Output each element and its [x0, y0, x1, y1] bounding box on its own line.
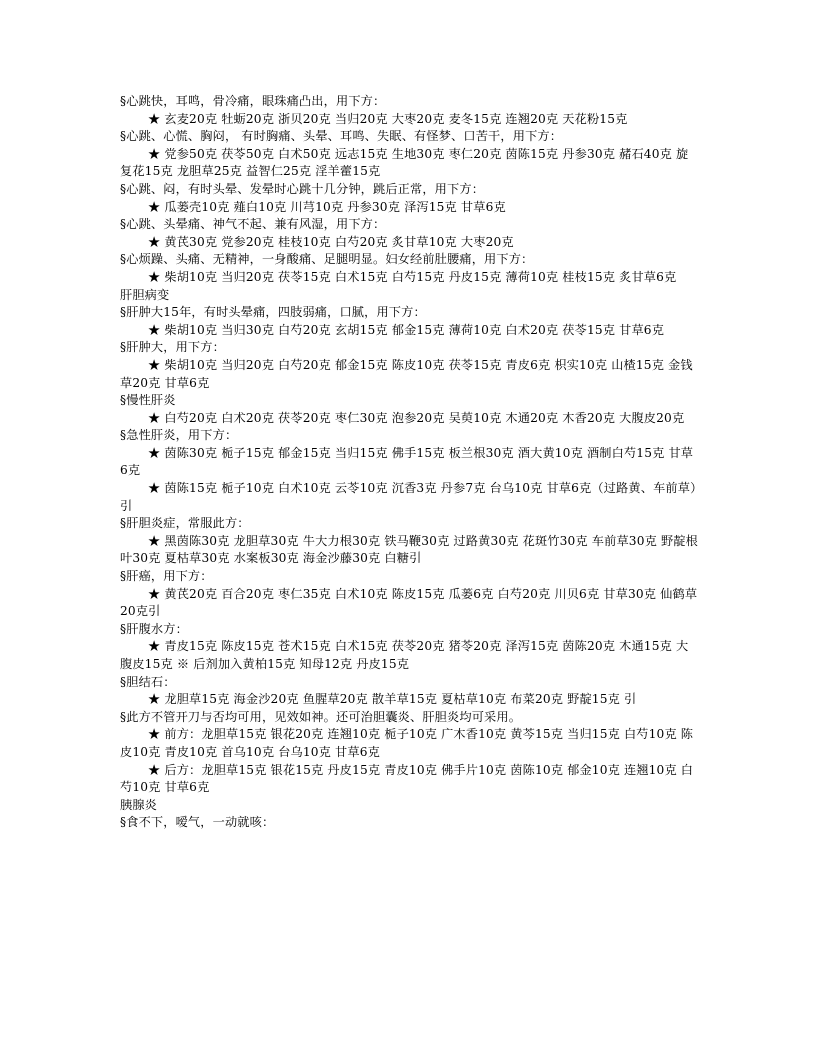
symptom-line: §肝肿大15年，有时头晕痛，四肢弱痛，口腻，用下方： — [120, 305, 426, 320]
symptom-line: §肝腹水方： — [120, 621, 188, 636]
prescription-line: ★ 柴胡10克 当归20克 茯苓15克 白术15克 白芍15克 丹皮15克 薄荷10克 桂枝15克 炙甘草6克 — [148, 269, 677, 284]
symptom-line: §胆结石： — [120, 674, 176, 689]
prescription-line: ★ 玄麦20克 牡蛎20克 浙贝20克 当归20克 大枣20克 麦冬15克 连翘20克 天花粉15克 — [148, 111, 628, 126]
section-heading: 肝胆病变 — [120, 287, 170, 302]
symptom-line: §急性肝炎，用下方： — [120, 428, 238, 443]
symptom-line: §心烦躁、头痛、无精神，一身酸痛、足腿明显。妇女经前肚腰痛，用下方： — [120, 252, 534, 267]
prescription-line: ★ 龙胆草15克 海金沙20克 鱼腥草20克 散羊草15克 夏枯草10克 布菜20克 野靛15克 引 — [148, 692, 637, 707]
prescription-line: ★ 茵陈30克 栀子15克 郁金15克 当归15克 佛手15克 板兰根30克 酒大黄10克 酒制白芍15克 甘草6克 — [120, 445, 694, 478]
symptom-line: §肝肿大，用下方： — [120, 340, 225, 355]
prescription-line: ★ 柴胡10克 当归20克 白芍20克 郁金15克 陈皮10克 茯苓15克 青皮6克 枳实10克 山楂15克 金钱草20克 甘草6克 — [120, 357, 693, 390]
prescription-line: ★ 后方：龙胆草15克 银花15克 丹皮15克 青皮10克 佛手片10克 茵陈10克 郁金10克 连翘10克 白芍10克 甘草6克 — [120, 762, 694, 795]
symptom-line: §肝胆炎症，常服此方： — [120, 516, 250, 531]
prescription-line: ★ 柴胡10克 当归30克 白芍20克 玄胡15克 郁金15克 薄荷10克 白术20克 茯苓15克 甘草6克 — [148, 322, 665, 337]
prescription-line: ★ 黄芪30克 党参20克 桂枝10克 白芍20克 炙甘草10克 大枣20克 — [148, 234, 514, 249]
symptom-line: §心跳、心慌、胸闷， 有时胸痛、头晕、耳鸣、失眠、有怪梦、口苦干，用下方： — [120, 129, 563, 144]
prescription-line: ★ 茵陈15克 栀子10克 白术10克 云苓10克 沉香3克 丹参7克 台乌10克 甘草6克（过路黄、车前草）引 — [120, 481, 697, 513]
prescription-line: ★ 黄芪20克 百合20克 枣仁35克 白术10克 陈皮15克 瓜蒌6克 白芍20克 川贝6克 甘草30克 仙鹤草20克引 — [120, 586, 698, 619]
document-body — [120, 93, 698, 832]
prescription-line: ★ 前方：龙胆草15克 银花20克 连翘10克 栀子10克 广木香10克 黄芩15克 当归15克 白芍10克 陈皮10克 青皮10克 首乌10克 台乌10克 甘草6克 — [120, 727, 694, 759]
prescription-line: ★ 党参50克 茯苓50克 白术50克 远志15克 生地30克 枣仁20克 茵陈15克 丹参30克 赭石40克 旋复花15克 龙胆草25克 益智仁25克 淫羊藿15克 — [120, 146, 689, 179]
symptom-line: §食不下，嗳气，一动就咳： — [120, 815, 275, 830]
symptom-line: §心跳、闷，有时头晕、发晕时心跳十几分钟，跳后正常，用下方： — [120, 181, 485, 196]
symptom-line: §此方不管开刀与否均可用，见效如神。还可治胆囊炎、肝胆炎均可采用。 — [120, 709, 522, 724]
prescription-line: ★ 黑茵陈30克 龙胆草30克 牛大力根30克 铁马鞭30克 过路黄30克 花斑竹30克 车前草30克 野靛根叶30克 夏枯草30克 水案板30克 海金沙藤30克 白糖引 — [120, 533, 698, 566]
prescription-line: ★ 白芍20克 白术20克 茯苓20克 枣仁30克 泡参20克 吴萸10克 木通20克 木香20克 大腹皮20克 — [148, 410, 685, 425]
symptom-line: §心跳快，耳鸣，骨冷痛，眼珠痛凸出，用下方： — [120, 94, 386, 108]
prescription-line: ★ 青皮15克 陈皮15克 苍术15克 白术15克 茯苓20克 猪苓20克 泽泻15克 茵陈20克 木通15克 大腹皮15克 ※ 后剂加入黄柏15克 知母12克 丹皮15克 — [120, 639, 689, 671]
section-heading: 胰腺炎 — [120, 797, 158, 812]
symptom-line: §慢性肝炎 — [120, 393, 176, 408]
symptom-line: §心跳、头晕痛、神气不起、兼有风湿，用下方： — [120, 217, 386, 232]
symptom-line: §肝癌，用下方： — [120, 569, 213, 584]
prescription-line: ★ 瓜蒌壳10克 薤白10克 川芎10克 丹参30克 泽泻15克 甘草6克 — [148, 199, 506, 214]
